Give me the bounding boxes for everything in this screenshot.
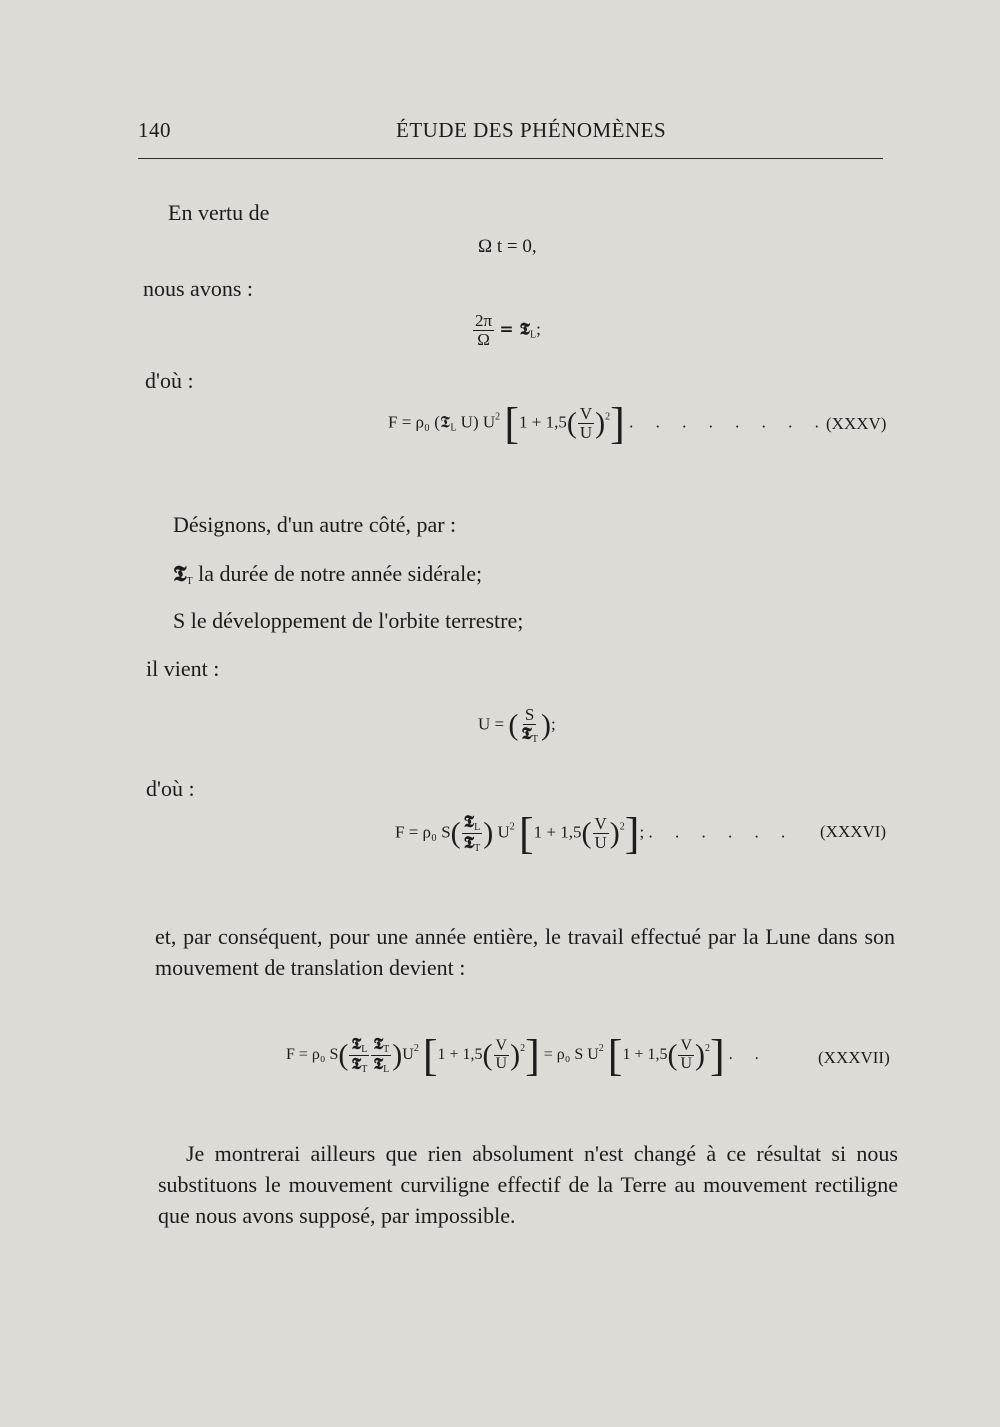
definition-t — [173, 561, 482, 587]
leader-dots: . . . . . . — [648, 822, 795, 842]
equation-xxxvi: F = ρ₀ S( $\frac{𝕿_L}{𝕿_T}$ ) $U^2$ [1 + 1,5( $\frac{V}{U}$ )$^2$]; . . . . . . — [395, 809, 795, 858]
eq36-mid: U — [497, 822, 510, 842]
eq37-d2: 𝕿 — [373, 1054, 384, 1073]
eq37-d1-sub: T — [361, 1064, 368, 1075]
eq35-u: U — [579, 423, 593, 442]
eq36-end: ; — [639, 822, 645, 842]
eq37-v: V — [495, 1037, 508, 1055]
eq-end: ; — [536, 319, 541, 339]
eq37-n2: 𝕿 — [373, 1033, 384, 1053]
text-line: Désignons, d'un autre côté, par : — [173, 512, 457, 537]
eq37-d2-sub: L — [383, 1064, 390, 1075]
eq-sub: L — [529, 329, 537, 341]
eq-denominator: Ω — [477, 329, 490, 349]
eq36-inner: 1 + 1,5 — [533, 822, 582, 842]
equ-end: ; — [550, 714, 556, 734]
text-line: nous avons : — [143, 276, 253, 301]
symbol-sub: T — [186, 576, 193, 587]
eq37-inner2: 1 + 1,5 — [622, 1046, 668, 1064]
equation-label: (XXXVI) — [820, 822, 887, 841]
leader-dots: . . — [728, 1046, 768, 1064]
equation-omega: Ω t = 0, — [478, 236, 537, 257]
text-line: En vertu de — [168, 200, 270, 225]
equation-label: (XXXV) — [826, 414, 887, 433]
equation-xxxv: F = ρ₀ (𝕿$_L$ U) $U^2$ [1 + 1,5( $\frac{V}{U}$ )$^2$] . . . . . . . . — [388, 399, 828, 448]
running-title: ÉTUDE DES PHÉNOMÈNES — [396, 118, 667, 142]
eq36-den: 𝕿 — [463, 833, 475, 853]
text-line: il vient : — [146, 656, 220, 681]
symbol-t: 𝕿 — [173, 561, 187, 587]
definition-text: la durée de notre année sidérale; — [198, 561, 483, 586]
paragraph: Je montrerai ailleurs que rien absolument n'est changé à ce résultat si nous substituons le mouvement curviligne effectif de la Terre au mouvement rectiligne que nous avons supposé, par impossible. — [158, 1141, 898, 1228]
eq36-lhs: F = ρ₀ S — [395, 822, 451, 842]
eq35-inner: 1 + 1,5 — [519, 412, 567, 432]
text-line: S le développement de l'orbite terrestre; — [173, 608, 524, 633]
eq36-num-sub: L — [474, 821, 481, 833]
eq35-lhs: F = ρ₀ (𝕿 — [388, 412, 451, 432]
eq35-sub: L — [450, 422, 457, 434]
eq37-n1-sub: L — [361, 1043, 368, 1055]
paragraph: et, par conséquent, pour une année entière, le travail effectué par la Lune dans son mouvement de translation devient : — [155, 924, 895, 980]
text-line: d'où : — [145, 368, 194, 393]
bracket-close: ] — [610, 399, 625, 448]
eq37-eq: = ρ₀ S U — [543, 1046, 599, 1064]
eq37-inner: 1 + 1,5 — [437, 1046, 483, 1064]
eq37-u: U — [495, 1055, 508, 1072]
equation-xxxvii: F = ρ₀ S( $\frac{𝕿_L}{𝕿_T}$ $\frac{𝕿_T}{𝕿_L}$ )$U^2$ [1 + 1,5( $\frac{V}{U}$ )$^2$] = ρ₀ S $U^2$ [1 + 1,5( $\frac{V}{U}$ )$^2$] . . — [286, 1031, 768, 1080]
equ-num: S — [524, 705, 535, 724]
equ-den-sub: T — [531, 733, 538, 745]
eq35-v: V — [579, 404, 593, 424]
eq37-sup: 2 — [413, 1043, 419, 1055]
eq36-u: U — [594, 833, 607, 852]
eq37-d1: 𝕿 — [351, 1054, 362, 1073]
leader-dots: . . . . . . . . — [629, 412, 828, 432]
eq36-den-sub: T — [474, 843, 481, 854]
eq35-mid: U) U — [456, 412, 496, 432]
eq36-num: 𝕿 — [463, 811, 475, 832]
eq-numerator: 2π — [475, 311, 493, 330]
eq37-n1: 𝕿 — [351, 1033, 362, 1053]
header-rule — [138, 158, 883, 159]
eq-rhs: = 𝕿 — [499, 319, 530, 340]
page-number: 140 — [138, 118, 171, 142]
equ-lhs: U = — [478, 714, 505, 734]
eq37-lhs: F = ρ₀ S — [286, 1046, 339, 1064]
eq36-sup: 2 — [509, 821, 515, 833]
eq37-mid: U — [402, 1046, 414, 1064]
equation-u: U = ( $\frac{S}{𝕿_T}$ ); — [478, 705, 556, 745]
eq36-v: V — [594, 814, 607, 834]
equation-period — [472, 312, 541, 349]
bracket-open: [ — [504, 399, 520, 448]
text-line: d'où : — [146, 776, 195, 801]
equ-den: 𝕿 — [521, 723, 532, 744]
eq35-sup: 2 — [495, 411, 501, 423]
equation-label: (XXXVII) — [818, 1048, 890, 1067]
eq37-n2-sub: T — [383, 1043, 390, 1055]
